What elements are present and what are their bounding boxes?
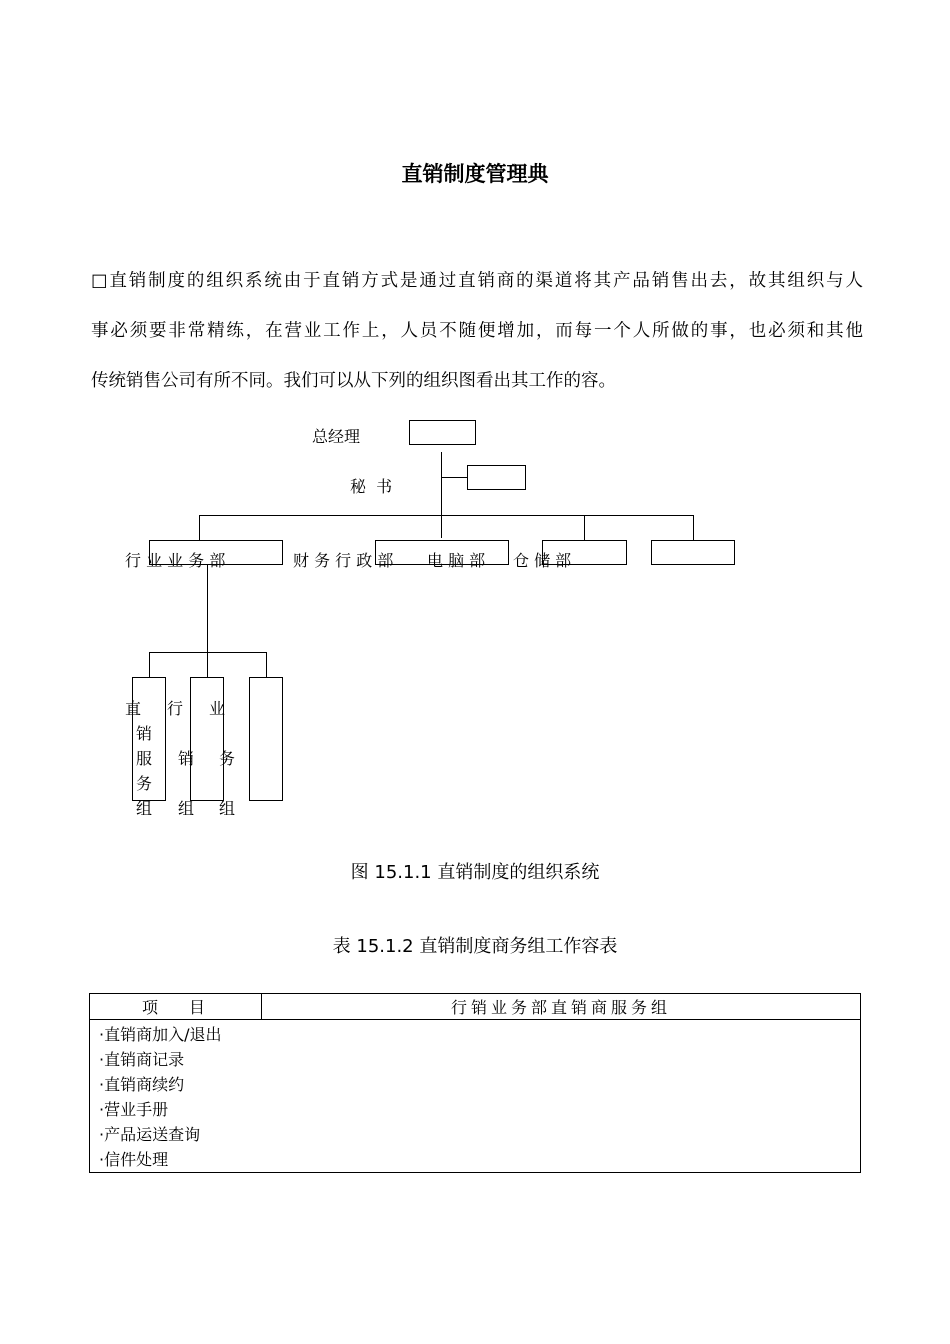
group-2-char-1: 行 [166, 699, 183, 718]
group-1-char-4: 务 [135, 774, 152, 793]
group-3-char-2: 务 [218, 749, 235, 768]
table-row [90, 1020, 861, 1173]
header-item-cell: 项 目 [90, 994, 262, 1020]
list-item: ·直销商续约 [99, 1075, 185, 1094]
paragraph-line-1: □直销制度的组织系统由于直销方式是通过直销商的渠道将其产品销售出去，故其组织与人 [91, 271, 863, 291]
paragraph-line-2: 事必须要非常精练，在营业工作上，人员不随便增加，而每一个人所做的事，也必须和其他 [91, 321, 863, 341]
department-label-finance: 财 务 行 政 部 [293, 551, 394, 570]
department-label-industry: 行 业 业 务 部 [125, 551, 226, 570]
secretary-connector [441, 477, 467, 478]
group-1-char-1: 直 [124, 699, 141, 718]
intro-paragraph [91, 256, 863, 406]
items-cell [90, 1020, 861, 1173]
group-box-3 [249, 677, 283, 801]
group-1-char-5: 组 [135, 799, 152, 818]
list-item: ·信件处理 [99, 1150, 169, 1169]
work-content-table [89, 993, 861, 1173]
paragraph-line-3: 传统销售公司有所不同。我们可以从下列的组织图看出其工作的容。 [91, 371, 616, 391]
general-manager-box [409, 420, 476, 445]
group-3-char-3: 组 [218, 799, 235, 818]
group-bus-line [149, 652, 266, 653]
group-connector [207, 565, 208, 677]
dept-drop-5 [693, 515, 694, 540]
main-connector [441, 452, 442, 538]
group-2-char-3: 组 [177, 799, 194, 818]
list-item: ·直销商加入/退出 [99, 1025, 222, 1044]
department-bus-line [199, 515, 693, 516]
group-drop-1 [149, 652, 150, 677]
dept-drop-1 [199, 515, 200, 540]
department-label-computer: 电 脑 部 [427, 551, 486, 570]
list-item: ·产品运送查询 [99, 1125, 201, 1144]
figure-caption: 图 15.1.1 直销制度的组织系统 [350, 862, 600, 883]
list-item: ·直销商记录 [99, 1050, 185, 1069]
dept-drop-4 [584, 515, 585, 540]
group-drop-3 [266, 652, 267, 677]
table-header-row [90, 994, 861, 1020]
secretary-label: 秘 书 [350, 477, 393, 496]
header-group-cell: 行销业务部直销商服务组 [262, 994, 861, 1020]
list-item: ·营业手册 [99, 1100, 169, 1119]
group-2-char-2: 销 [177, 749, 194, 768]
group-3-char-1: 业 [208, 699, 225, 718]
document-title: 直销制度管理典 [401, 162, 549, 186]
group-1-char-2: 销 [135, 724, 152, 743]
department-label-warehouse: 仓 储 部 [513, 551, 572, 570]
secretary-box [467, 465, 526, 490]
table-caption: 表 15.1.2 直销制度商务组工作容表 [332, 936, 618, 957]
department-box-4 [651, 540, 735, 565]
group-1-char-3: 服 [135, 749, 152, 768]
general-manager-label: 总经理 [312, 427, 361, 446]
